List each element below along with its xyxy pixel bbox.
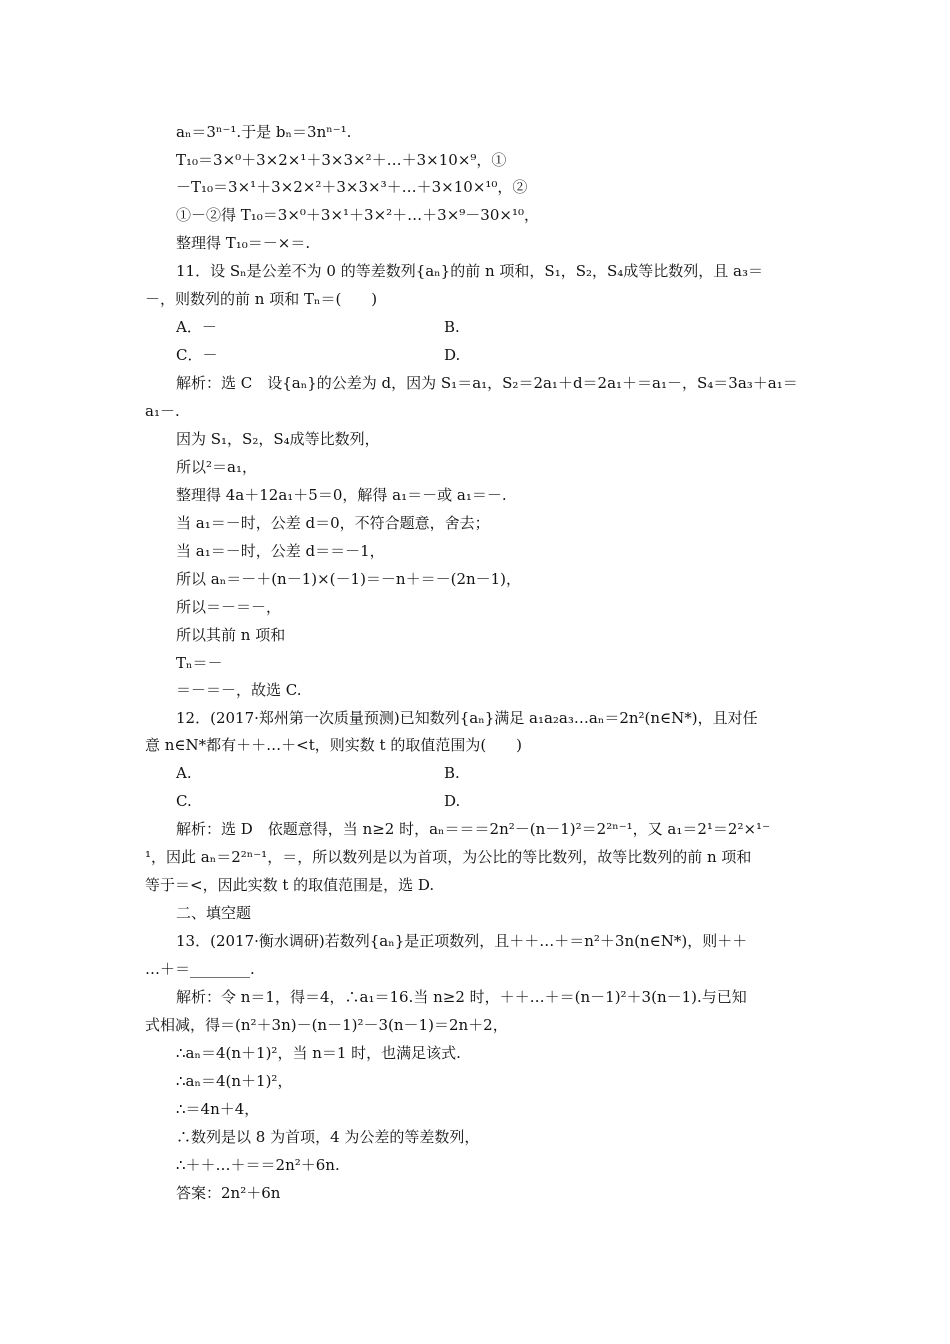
text-line: 当 a₁＝－时，公差 d＝＝－1，	[176, 542, 385, 560]
text-line: ∴数列是以 8 为首项，4 为公差的等差数列，	[176, 1128, 480, 1146]
text-line: －T₁₀＝3×¹＋3×2×²＋3×3×³＋…＋3×10×¹⁰，②	[176, 178, 528, 196]
option-a: A.	[176, 764, 192, 782]
solution-12: 解析：选 D 依题意得，当 n≥2 时，aₙ＝＝＝2n²－(n－1)²＝2²ⁿ⁻¹，又 a₁＝2¹＝2²×¹⁻	[176, 820, 770, 838]
text-line: ∴＝4n＋4，	[176, 1100, 260, 1118]
text-line: ∴＋＋…＋＝＝2n²＋6n.	[176, 1156, 340, 1174]
option-c: C.	[176, 792, 192, 810]
text-line: 所以＝－＝－，	[176, 598, 282, 616]
text-line: a₁－.	[145, 402, 180, 420]
text-line: ∴aₙ＝4(n＋1)²，	[176, 1072, 293, 1090]
text-line: ∴aₙ＝4(n＋1)²，当 n＝1 时，也满足该式.	[176, 1044, 461, 1062]
text-line: 式相减，得＝(n²＋3n)－(n－1)²－3(n－1)＝2n＋2，	[145, 1016, 508, 1034]
text-line: －，则数列的前 n 项和 Tₙ＝( )	[145, 290, 378, 308]
option-c: C．－	[176, 346, 218, 364]
solution-13: 解析：令 n＝1，得＝4，∴a₁＝16.当 n≥2 时，＋＋…＋＝(n－1)²＋3(n－1).与已知	[176, 988, 747, 1006]
text-line: ＝－＝－，故选 C.	[176, 681, 302, 699]
text-line: 所以 aₙ＝－＋(n－1)×(－1)＝－n＋＝－(2n－1)，	[176, 570, 522, 588]
option-b: B.	[444, 318, 460, 336]
section-heading: 二、填空题	[176, 904, 252, 922]
text-line: ¹，因此 aₙ＝2²ⁿ⁻¹，＝，所以数列是以为首项，为公比的等比数列，故等比数列的前 n 项和	[145, 848, 752, 866]
question-13: 13．(2017·衡水调研)若数列{aₙ}是正项数列，且＋＋…＋＝n²＋3n(n∈N*)，则＋＋	[176, 932, 748, 950]
text-line: …＋＝________.	[145, 960, 255, 978]
question-11: 11．设 Sₙ是公差不为 0 的等差数列{aₙ}的前 n 项和，S₁，S₂，S₄成等比数列，且 a₃＝	[176, 262, 764, 280]
text-line: aₙ＝3ⁿ⁻¹.于是 bₙ＝3nⁿ⁻¹.	[176, 123, 352, 141]
text-line: 等于＝<，因此实数 t 的取值范围是，选 D.	[145, 876, 435, 894]
text-line: 整理得 4a＋12a₁＋5＝0，解得 a₁＝－或 a₁＝－.	[176, 486, 507, 504]
text-line: 因为 S₁，S₂，S₄成等比数列，	[176, 430, 380, 448]
text-line: 整理得 T₁₀＝－×＝.	[176, 234, 311, 252]
solution-11: 解析：选 C 设{aₙ}的公差为 d，因为 S₁＝a₁，S₂＝2a₁＋d＝2a₁＋＝a₁－，S₄＝3a₃＋a₁＝	[176, 374, 798, 392]
text-line: 所以其前 n 项和	[176, 626, 286, 644]
option-d: D.	[444, 346, 461, 364]
text-line: Tₙ＝－	[176, 654, 223, 672]
option-b: B.	[444, 764, 460, 782]
answer-13: 答案：2n²＋6n	[176, 1184, 281, 1202]
text-line: T₁₀＝3×⁰＋3×2×¹＋3×3×²＋…＋3×10×⁹，①	[176, 151, 507, 169]
text-line: ①－②得 T₁₀＝3×⁰＋3×¹＋3×²＋…＋3×⁹－30×¹⁰，	[176, 206, 539, 224]
text-line: 当 a₁＝－时，公差 d＝0，不符合题意，舍去；	[176, 514, 490, 532]
option-a: A．－	[176, 318, 217, 336]
option-d: D.	[444, 792, 461, 810]
text-line: 所以²＝a₁，	[176, 458, 257, 476]
question-12: 12．(2017·郑州第一次质量预测)已知数列{aₙ}满足 a₁a₂a₃…aₙ＝2n²(n∈N*)，且对任	[176, 709, 758, 727]
text-line: 意 n∈N*都有＋＋…＋<t，则实数 t 的取值范围为( )	[145, 736, 523, 754]
